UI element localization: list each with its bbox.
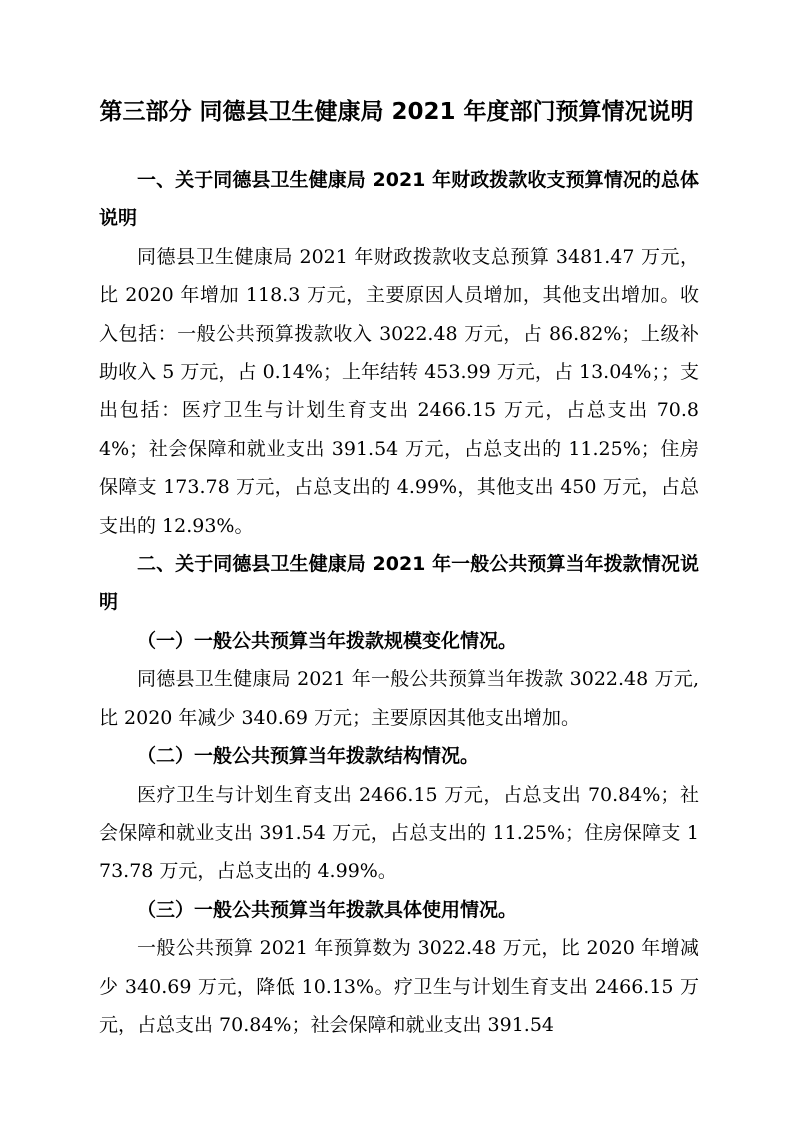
- subsection-2-paragraph: 医疗卫生与计划生育支出 2466.15 万元，占总支出 70.84%；社会保障和就业支出 391.54 万元，占总支出的 11.25%；住房保障支 173.78 万元，占总支出的 4.99%。: [99, 783, 699, 883]
- subsection-3-paragraph: 一般公共预算 2021 年预算数为 3022.48 万元，比 2020 年增减少 340.69 万元，降低 10.13%。疗卫生与计划生育支出 2466.15 万元，占总支出 70.84%；社会保障和就业支出 391.54: [99, 937, 699, 1036]
- section-1-paragraph: 同德县卫生健康局 2021 年财政拨款收支总预算 3481.47 万元，比 2020 年增加 118.3 万元，主要原因人员增加，其他支出增加。收入包括：一般公共预算拨款收入 3022.48 万元，占 86.82%；上级补助收入 5 万元，占 0.14%；上年结转 453.99 万元，占 13.04%；；支出包括：医疗卫生与计划生育支出 2466.15 万元，占总支出 70.84%；社会保障和就业支出 391.54 万元，占总支出的 11.25%；住房保障支 173.78 万元，占总支出的 4.99%，其他支出 450 万元，占总支出的 12.93%。: [99, 245, 699, 537]
- section-2-heading: 二、关于同德县卫生健康局 2021 年一般公共预算当年拨款情况说明: [99, 553, 699, 614]
- subsection-1-heading: （一）一般公共预算当年拨款规模变化情况。: [137, 629, 518, 652]
- subsection-1-paragraph: 同德县卫生健康局 2021 年一般公共预算当年拨款 3022.48 万元,比 2020 年减少 340.69 万元；主要原因其他支出增加。: [99, 668, 699, 729]
- subsection-2-heading: （二）一般公共预算当年拨款结构情况。: [137, 745, 480, 768]
- section-1-heading: 一、关于同德县卫生健康局 2021 年财政拨款收支预算情况的总体说明: [99, 169, 699, 230]
- subsection-3-heading: （三）一般公共预算当年拨款具体使用情况。: [137, 898, 518, 921]
- page-title: 第三部分 同德县卫生健康局 2021 年度部门预算情况说明: [99, 99, 694, 125]
- document-body: [99, 161, 699, 1044]
